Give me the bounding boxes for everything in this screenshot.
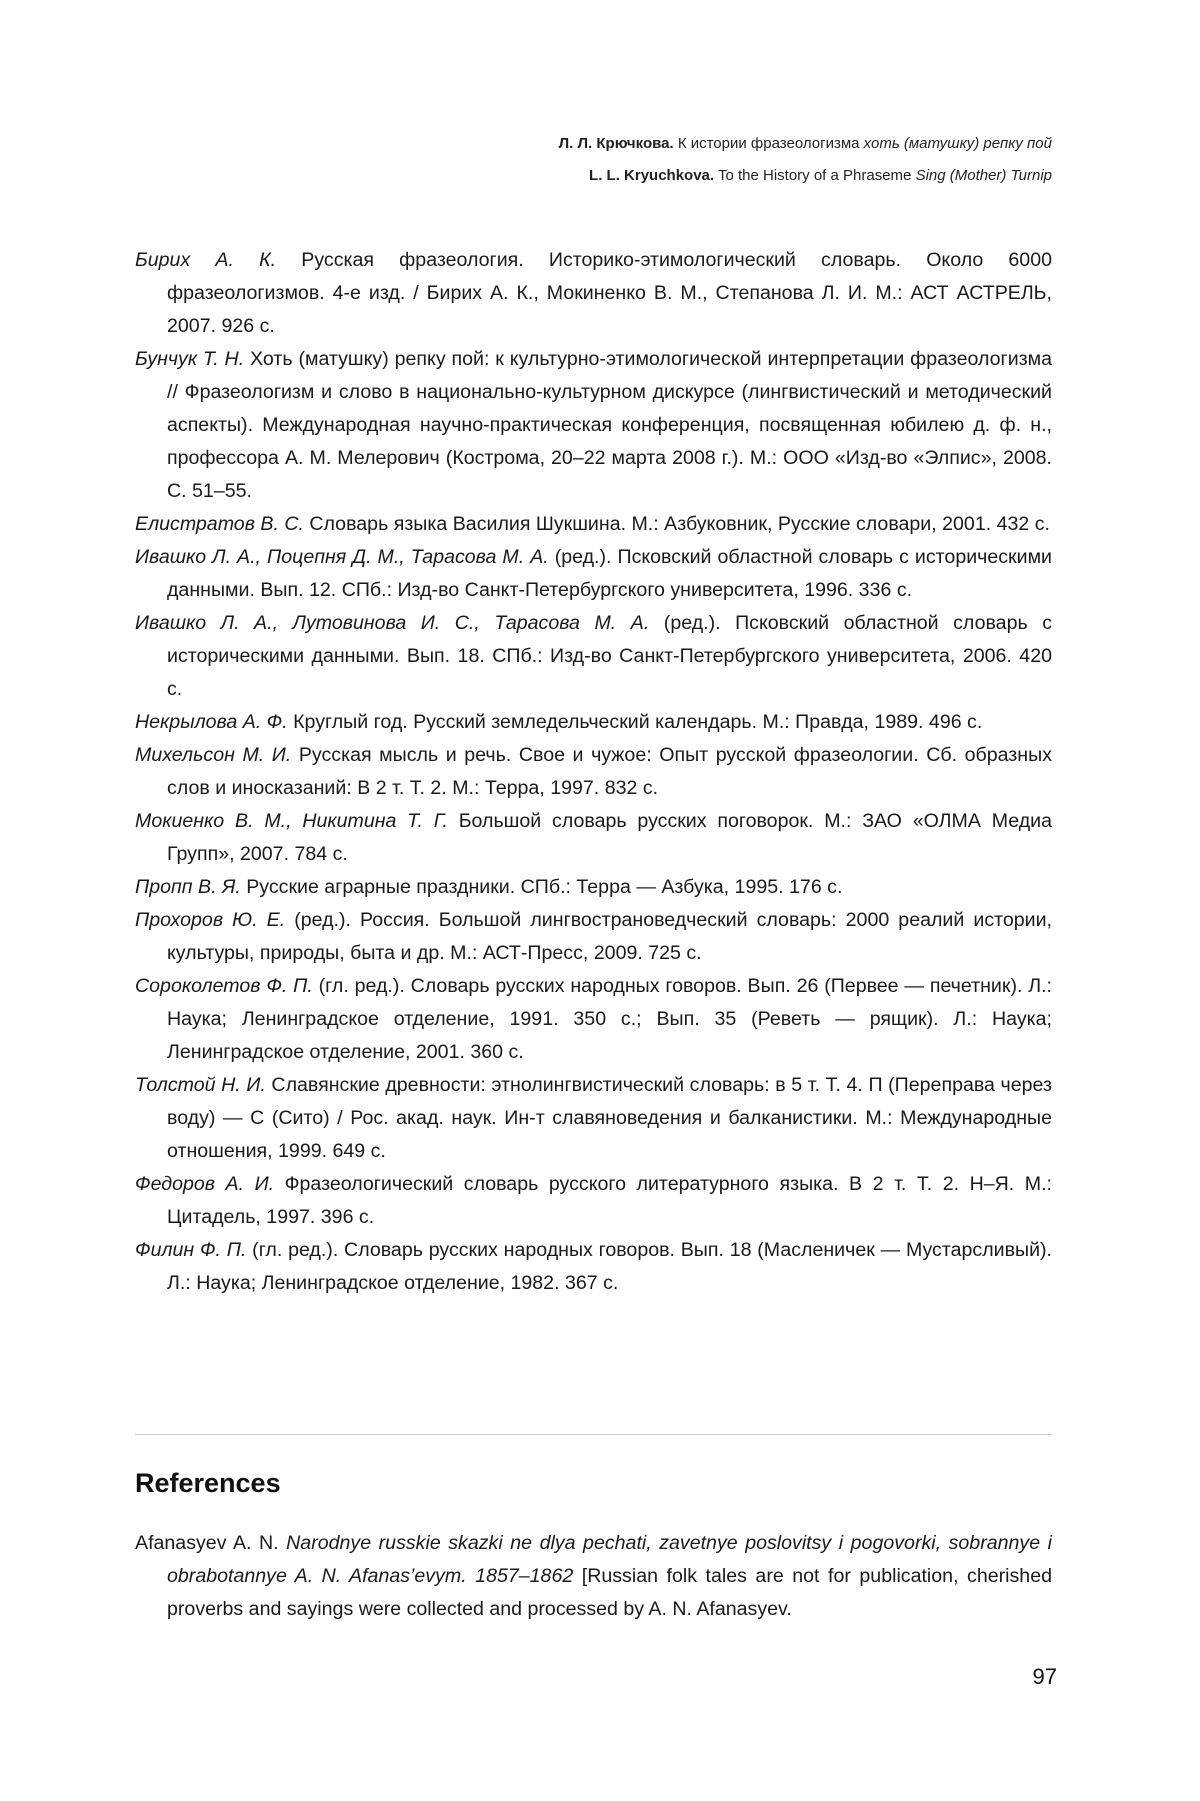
reference-text: (ред.). Россия. Большой лингвострановедческий словарь: 2000 реалий истории, культуры, природы, быта и др. М.: АСТ-Пресс, 2009. 725 с. xyxy=(167,909,1052,964)
reference-text: Словарь языка Василия Шукшина. М.: Азбуковник, Русские словари, 2001. 432 с. xyxy=(303,513,1050,535)
running-head-author-en: L. L. Kryuchkova. xyxy=(589,167,715,184)
reference-author: Ивашко Л. А., Лутовинова И. С., Тарасова М. А. xyxy=(135,612,650,634)
reference-author: Пропп В. Я. xyxy=(135,876,241,898)
reference-entry xyxy=(135,739,1052,805)
reference-entry xyxy=(135,805,1052,871)
reference-author: Федоров А. И. xyxy=(135,1173,275,1195)
running-head-author-ru: Л. Л. Крючкова. xyxy=(558,135,674,152)
running-head-italic-en: Sing (Mother) Turnip xyxy=(915,167,1052,184)
running-head-text-ru: К истории фразеологизма xyxy=(673,135,864,152)
reference-entry xyxy=(135,508,1052,541)
reference-text: Фразеологический словарь русского литературного языка. В 2 т. Т. 2. Н–Я. М.: Цитадель, 1997. 396 с. xyxy=(167,1173,1052,1228)
reference-entry xyxy=(135,343,1052,508)
reference-entry xyxy=(135,1069,1052,1168)
references-ru-list xyxy=(135,244,1052,1300)
reference-text: (гл. ред.). Словарь русских народных говоров. Вып. 18 (Масленичек — Мустарсливый). Л.: Наука; Ленинградское отделение, 1982. 367 с. xyxy=(167,1239,1052,1294)
reference-text: Круглый год. Русский земледельческий календарь. М.: Правда, 1989. 496 с. xyxy=(287,711,983,733)
reference-entry xyxy=(135,706,1052,739)
reference-text: Русская фразеология. Историко-этимологический словарь. Около 6000 фразеологизмов. 4-е изд. / Бирих А. К., Мокиненко В. М., Степанова Л. И. М.: АСТ АСТРЕЛЬ, 2007. 926 с. xyxy=(167,249,1052,337)
references-en-list xyxy=(135,1527,1052,1626)
reference-entry xyxy=(135,904,1052,970)
reference-author: Толстой Н. И. xyxy=(135,1074,266,1096)
reference-text: Хоть (матушку) репку пой: к культурно-этимологической интерпретации фразеологизма // Фразеологизм и слово в национально-культурном дискурсе (лингвистический и методический аспекты). Международная научно-практическая конференция, посвященная юбилею д. ф. н., профессора А. М. Мелерович (Кострома, 20–22 марта 2008 г.). М.: ООО «Изд-во «Элпис», 2008. С. 51–55. xyxy=(167,348,1052,502)
reference-entry-en xyxy=(135,1527,1052,1626)
references-heading: References xyxy=(135,1468,281,1498)
reference-author: Бунчук Т. Н. xyxy=(135,348,245,370)
reference-entry xyxy=(135,970,1052,1069)
reference-author: Бирих А. К. xyxy=(135,249,277,271)
reference-text: (ред.). Псковский областной словарь с историческими данными. Вып. 18. СПб.: Изд-во Санкт-Петербургского университета, 2006. 420 с. xyxy=(167,612,1052,700)
section-divider xyxy=(135,1434,1052,1435)
reference-text: (гл. ред.). Словарь русских народных говоров. Вып. 26 (Первее — печетник). Л.: Наука; Ленинградское отделение, 1991. 350 с.; Вып. 35 (Реветь — рящик). Л.: Наука; Ленинградское отделение, 2001. 360 с. xyxy=(167,975,1052,1063)
reference-title-en: Narodnye russkie skazki ne dlya pechati, zavetnye poslovitsy i pogovorki, sobrannye i obrabotannye A. N. Afanas’evym. 1857–1862 xyxy=(167,1532,1053,1587)
running-head-text-en: To the History of a Phraseme xyxy=(714,167,916,184)
reference-author: Елистратов В. С. xyxy=(135,513,304,535)
reference-entry xyxy=(135,541,1052,607)
reference-text: (ред.). Псковский областной словарь с историческими данными. Вып. 12. СПб.: Изд-во Санкт-Петербургского университета, 1996. 336 с. xyxy=(167,546,1052,601)
reference-author: Михельсон М. И. xyxy=(135,744,292,766)
reference-author: Ивашко Л. А., Поцепня Д. М., Тарасова М. А. xyxy=(135,546,549,568)
reference-author: Филин Ф. П. xyxy=(135,1239,247,1261)
reference-entry xyxy=(135,1234,1052,1300)
running-head-en xyxy=(559,160,1052,192)
reference-author: Некрылова А. Ф. xyxy=(135,711,288,733)
reference-entry xyxy=(135,244,1052,343)
page-number: 97 xyxy=(1032,1664,1057,1689)
reference-author: Мокиенко В. М., Никитина Т. Г. xyxy=(135,810,448,832)
reference-text-en: [Russian folk tales are not for publication, cherished proverbs and sayings were collected and processed by A. N. Afanasyev. xyxy=(167,1565,1053,1620)
reference-text: Славянские древности: этнолингвистический словарь: в 5 т. Т. 4. П (Переправа через воду) — С (Сито) / Рос. акад. наук. Ин-т славяноведения и балканистики. М.: Международные отношения, 1999. 649 с. xyxy=(167,1074,1053,1162)
reference-entry xyxy=(135,1168,1052,1234)
reference-entry xyxy=(135,871,1052,904)
running-head-ru xyxy=(559,128,1052,160)
reference-text: Большой словарь русских поговорок. М.: ЗАО «ОЛМА Медиа Групп», 2007. 784 с. xyxy=(167,810,1052,865)
reference-author: Прохоров Ю. Е. xyxy=(135,909,286,931)
running-head-italic-ru: хоть (матушку) репку пой xyxy=(863,135,1052,152)
reference-author: Сороколетов Ф. П. xyxy=(135,975,313,997)
reference-author-en: Afanasyev A. N. xyxy=(135,1532,287,1554)
reference-text: Русские аграрные праздники. СПб.: Терра — Азбука, 1995. 176 с. xyxy=(240,876,843,898)
reference-text: Русская мысль и речь. Свое и чужое: Опыт русской фразеологии. Сб. образных слов и иносказаний: В 2 т. Т. 2. М.: Терра, 1997. 832 с. xyxy=(167,744,1052,799)
reference-entry xyxy=(135,607,1052,706)
running-head xyxy=(559,128,1052,192)
